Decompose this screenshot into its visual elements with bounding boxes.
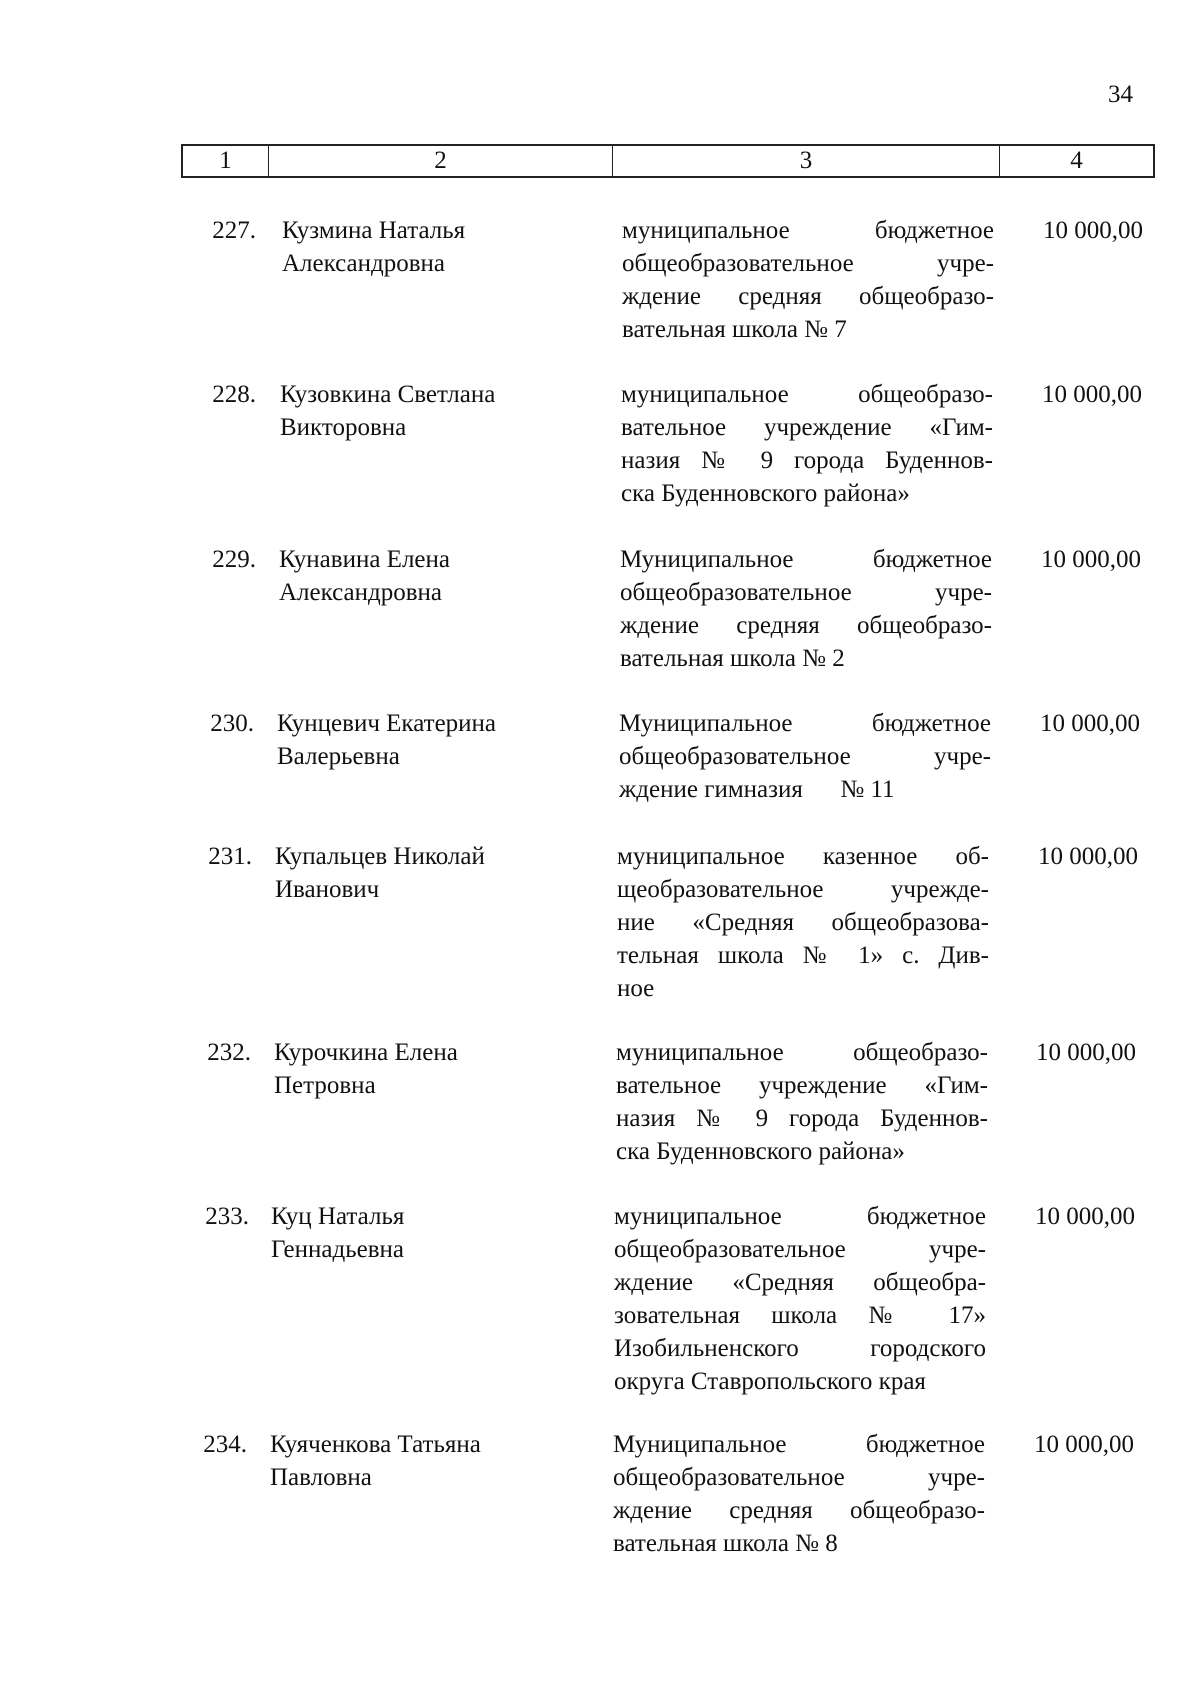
entry-organization-line: ждение средняя общеобразо- bbox=[613, 1497, 985, 1524]
entry-organization-line: ска Буденновского района» bbox=[616, 1138, 905, 1165]
column-header-3: 3 bbox=[613, 146, 1000, 176]
entry-name-line: Кунавина Елена bbox=[279, 546, 450, 573]
entry-amount: 10 000,00 bbox=[1034, 1431, 1134, 1458]
entry-name-line: Викторовна bbox=[280, 414, 407, 441]
entry-name-line: Куц Наталья bbox=[271, 1203, 405, 1230]
entry-name-line: Валерьевна bbox=[277, 743, 400, 770]
entry-number: 228. bbox=[212, 381, 256, 408]
entry-organization bbox=[613, 1428, 985, 1560]
entry-number: 231. bbox=[208, 843, 252, 870]
entry-name-line: Курочкина Елена bbox=[274, 1039, 458, 1066]
entry-name bbox=[280, 378, 570, 444]
entry-organization-line: щеобразовательное учрежде- bbox=[617, 876, 989, 903]
entry-organization-line: ска Буденновского района» bbox=[621, 480, 910, 507]
entry-number: 230. bbox=[210, 710, 254, 737]
entry-name-line: Купальцев Николай bbox=[275, 843, 485, 870]
entry-name-line: Геннадьевна bbox=[271, 1236, 404, 1263]
entry-organization-line: общеобразовательное учре- bbox=[620, 579, 992, 606]
entry-number: 232. bbox=[207, 1039, 251, 1066]
entry-number: 234. bbox=[203, 1431, 247, 1458]
entry-organization bbox=[614, 1200, 986, 1398]
entry-organization-line: вательная школа № 2 bbox=[620, 645, 845, 672]
entry-name-line: Кунцевич Екатерина bbox=[277, 710, 497, 737]
entry-name-line: Иванович bbox=[275, 876, 380, 903]
page-number: 34 bbox=[1108, 81, 1133, 108]
entry-amount: 10 000,00 bbox=[1036, 1039, 1136, 1066]
entry-organization-line: ное bbox=[617, 975, 655, 1002]
entry-organization-line: общеобразовательное учре- bbox=[619, 743, 991, 770]
entry-name bbox=[275, 840, 565, 906]
entry-name bbox=[270, 1428, 560, 1494]
entry-organization bbox=[616, 1036, 988, 1168]
entry-name-line: Петровна bbox=[274, 1072, 376, 1099]
entry-name-line: Кузмина Наталья bbox=[282, 217, 466, 244]
entry-amount: 10 000,00 bbox=[1043, 217, 1143, 244]
entry-organization-line: общеобразовательное учре- bbox=[622, 250, 994, 277]
entry-organization-line: ждение средняя общеобразо- bbox=[620, 612, 992, 639]
column-header-4: 4 bbox=[1070, 147, 1083, 174]
entry-organization-line: вательное учреждение «Гим- bbox=[616, 1072, 988, 1099]
entry-organization-line: ждение гимназия № 11 bbox=[619, 776, 895, 803]
entry-organization-line: муниципальное казенное об- bbox=[617, 843, 989, 870]
entry-organization-line: Муниципальное бюджетное bbox=[620, 546, 992, 573]
entry-name bbox=[279, 543, 569, 609]
entry-organization-line: вательная школа № 7 bbox=[622, 316, 847, 343]
entry-organization-line: ние «Средняя общеобразова- bbox=[617, 909, 989, 936]
entry-name bbox=[271, 1200, 561, 1266]
entry-name-line: Кузовкина Светлана bbox=[280, 381, 496, 408]
entry-amount: 10 000,00 bbox=[1041, 546, 1141, 573]
entry-organization-line: муниципальное общеобразо- bbox=[616, 1039, 988, 1066]
entry-name bbox=[277, 707, 567, 773]
entry-organization-line: тельная школа № 1» с. Див- bbox=[617, 942, 989, 969]
entry-number: 227. bbox=[212, 217, 256, 244]
entry-organization bbox=[621, 378, 993, 510]
entry-organization-line: зовательная школа № 17» bbox=[614, 1302, 986, 1329]
entry-organization-line: общеобразовательное учре- bbox=[614, 1236, 986, 1263]
entry-amount: 10 000,00 bbox=[1042, 381, 1142, 408]
entry-organization-line: округа Ставропольского края bbox=[614, 1368, 926, 1395]
entry-organization-line: Изобильненского городского bbox=[614, 1335, 986, 1362]
entry-organization-line: Муниципальное бюджетное bbox=[619, 710, 991, 737]
entry-name-line: Куяченкова Татьяна bbox=[270, 1431, 481, 1458]
entry-organization-line: вательное учреждение «Гим- bbox=[621, 414, 993, 441]
column-header-1: 1 bbox=[183, 146, 269, 176]
entry-organization-line: муниципальное бюджетное bbox=[622, 217, 994, 244]
entry-name bbox=[274, 1036, 564, 1102]
entry-name-line: Александровна bbox=[282, 250, 446, 277]
entry-organization bbox=[620, 543, 992, 675]
entry-organization-line: общеобразовательное учре- bbox=[613, 1464, 985, 1491]
entry-amount: 10 000,00 bbox=[1040, 710, 1140, 737]
entry-organization bbox=[622, 214, 994, 346]
entry-number: 229. bbox=[212, 546, 256, 573]
column-header-2: 2 bbox=[269, 146, 613, 176]
entry-amount: 10 000,00 bbox=[1035, 1203, 1135, 1230]
entry-name bbox=[282, 214, 572, 280]
entry-organization-line: назия № 9 города Буденнов- bbox=[621, 447, 993, 474]
entry-organization bbox=[619, 707, 991, 806]
entry-organization-line: вательная школа № 8 bbox=[613, 1530, 838, 1557]
entry-name-line: Павловна bbox=[270, 1464, 372, 1491]
entry-organization-line: ждение «Средняя общеобра- bbox=[614, 1269, 986, 1296]
entry-name-line: Александровна bbox=[279, 579, 443, 606]
entry-amount: 10 000,00 bbox=[1038, 843, 1138, 870]
entry-organization-line: ждение средняя общеобразо- bbox=[622, 283, 994, 310]
entry-organization-line: Муниципальное бюджетное bbox=[613, 1431, 985, 1458]
entry-organization bbox=[617, 840, 989, 1005]
entry-organization-line: муниципальное общеобразо- bbox=[621, 381, 993, 408]
entry-organization-line: назия № 9 города Буденнов- bbox=[616, 1105, 988, 1132]
entry-number: 233. bbox=[205, 1203, 249, 1230]
entry-organization-line: муниципальное бюджетное bbox=[614, 1203, 986, 1230]
